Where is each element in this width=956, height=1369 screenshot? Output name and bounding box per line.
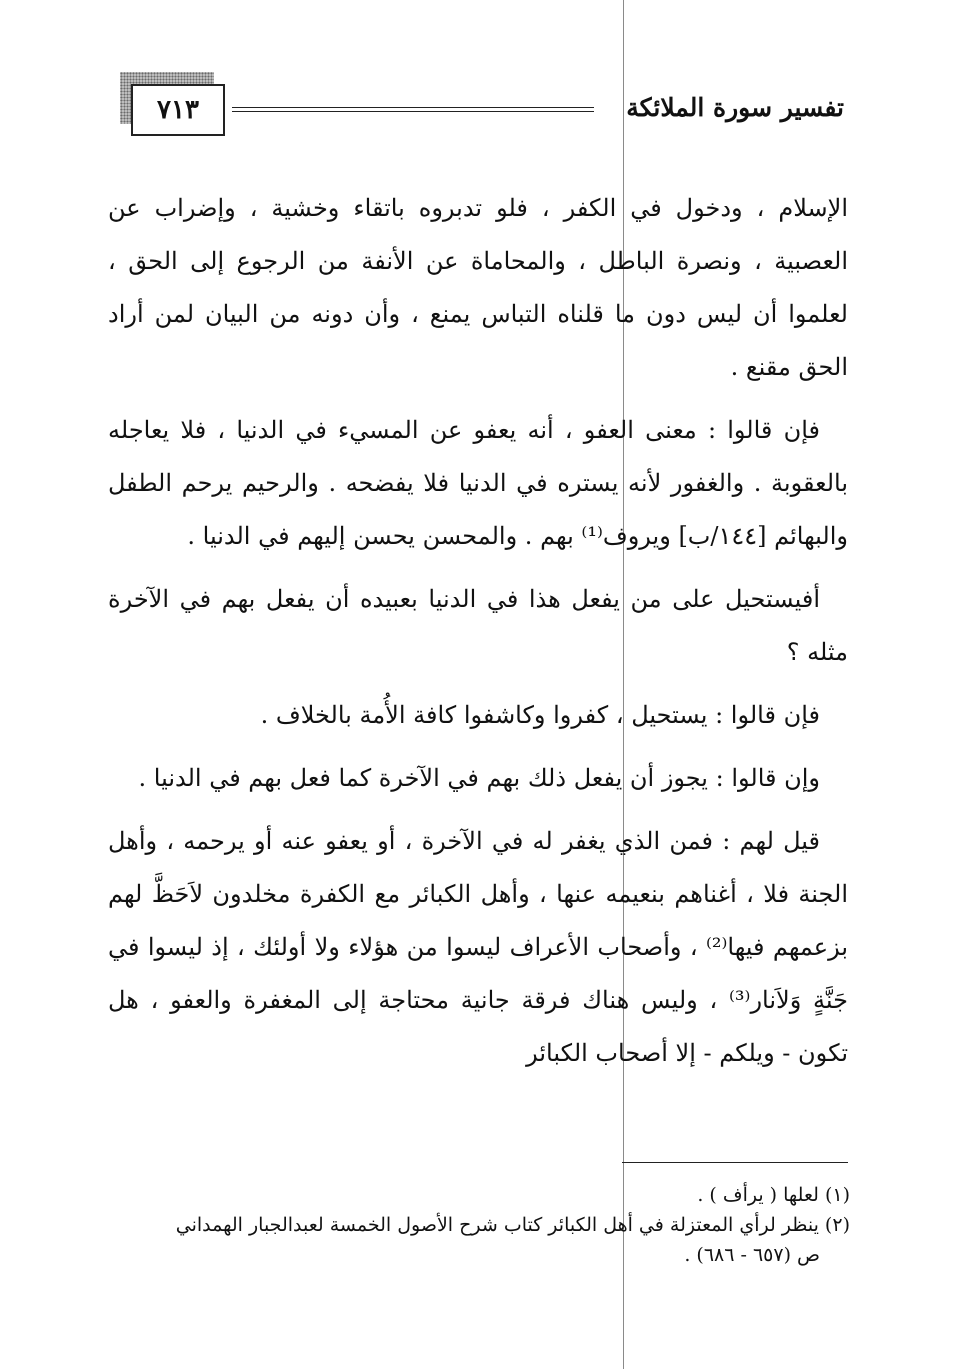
paragraph-3: أفيستحيل على من يفعل هذا في الدنيا بعبيده أن يفعل بهم في الآخرة مثله ؟ [108, 585, 848, 666]
running-header-title: تفسير سورة الملائكة [626, 93, 844, 122]
page-number: ٧١٣ [131, 84, 225, 136]
footnote-separator [622, 1162, 848, 1163]
paragraph-4: فإن قالوا : يستحيل ، كفروا وكاشفوا كافة الأُمة بالخلاف . [260, 701, 820, 729]
footnote-1: (١) لعلها ( يرأف ) . [697, 1184, 850, 1206]
header-rule [232, 107, 594, 112]
paragraph-5: وإن قالوا : يجوز أن يفعل ذلك بهم في الآخرة كما فعل بهم في الدنيا . [138, 764, 820, 792]
paragraph-6: قيل لهم : فمن الذي يغفر له في الآخرة ، أو يعفو عنه أو يرحمه ، وأهل الجنة فلا ، أغناهم بنعيمه عنها ، وأهل الكبائر مع الكفرة مخلدون لاَحَظَّ لهم بزعمهم فيها⁽²⁾ ، وأصحاب الأعراف ليسوا من هؤلاء ولا أولئك ، إذ ليسوا في جَنَّةٍ وَلاَنار⁽³⁾ ، وليس هناك فرقة جانية محتاجة إلى المغفرة والعفو ، هل تكون - ويلكم - إلا أصحاب الكبائر [108, 827, 849, 1067]
paragraph-2: فإن قالوا : معنى العفو ، أنه يعفو عن المسيء في الدنيا ، فلا يعاجله بالعقوبة . والغفور لأنه يستره في الدنيا فلا يفضحه . والرحيم يرحم الطفل والبهائم [١٤٤/ب] ويروف⁽¹⁾ بهم . والمحسن يحسن إليهم في الدنيا . [108, 416, 848, 550]
footnote-2-continued: ص (٦٥٧ - ٦٨٦) . [684, 1244, 820, 1266]
footnotes [110, 1180, 850, 1270]
footnote-2: (٢) ينظر لرأي المعتزلة في أهل الكبائر كتاب شرح الأصول الخمسة لعبدالجبار الهمداني [175, 1214, 850, 1236]
paragraph-1: الإسلام ، ودخول في الكفر ، فلو تدبروه باتقاء وخشية ، وإضراب عن العصبية ، ونصرة الباطل ، والمحاماة عن الأنفة من الرجوع إلى الحق ، لعلموا أن ليس دون ما قلناه التباس يمنع ، وأن دونه من البيان لمن أراد الحق مقنع . [108, 194, 848, 381]
main-text [108, 182, 848, 1080]
